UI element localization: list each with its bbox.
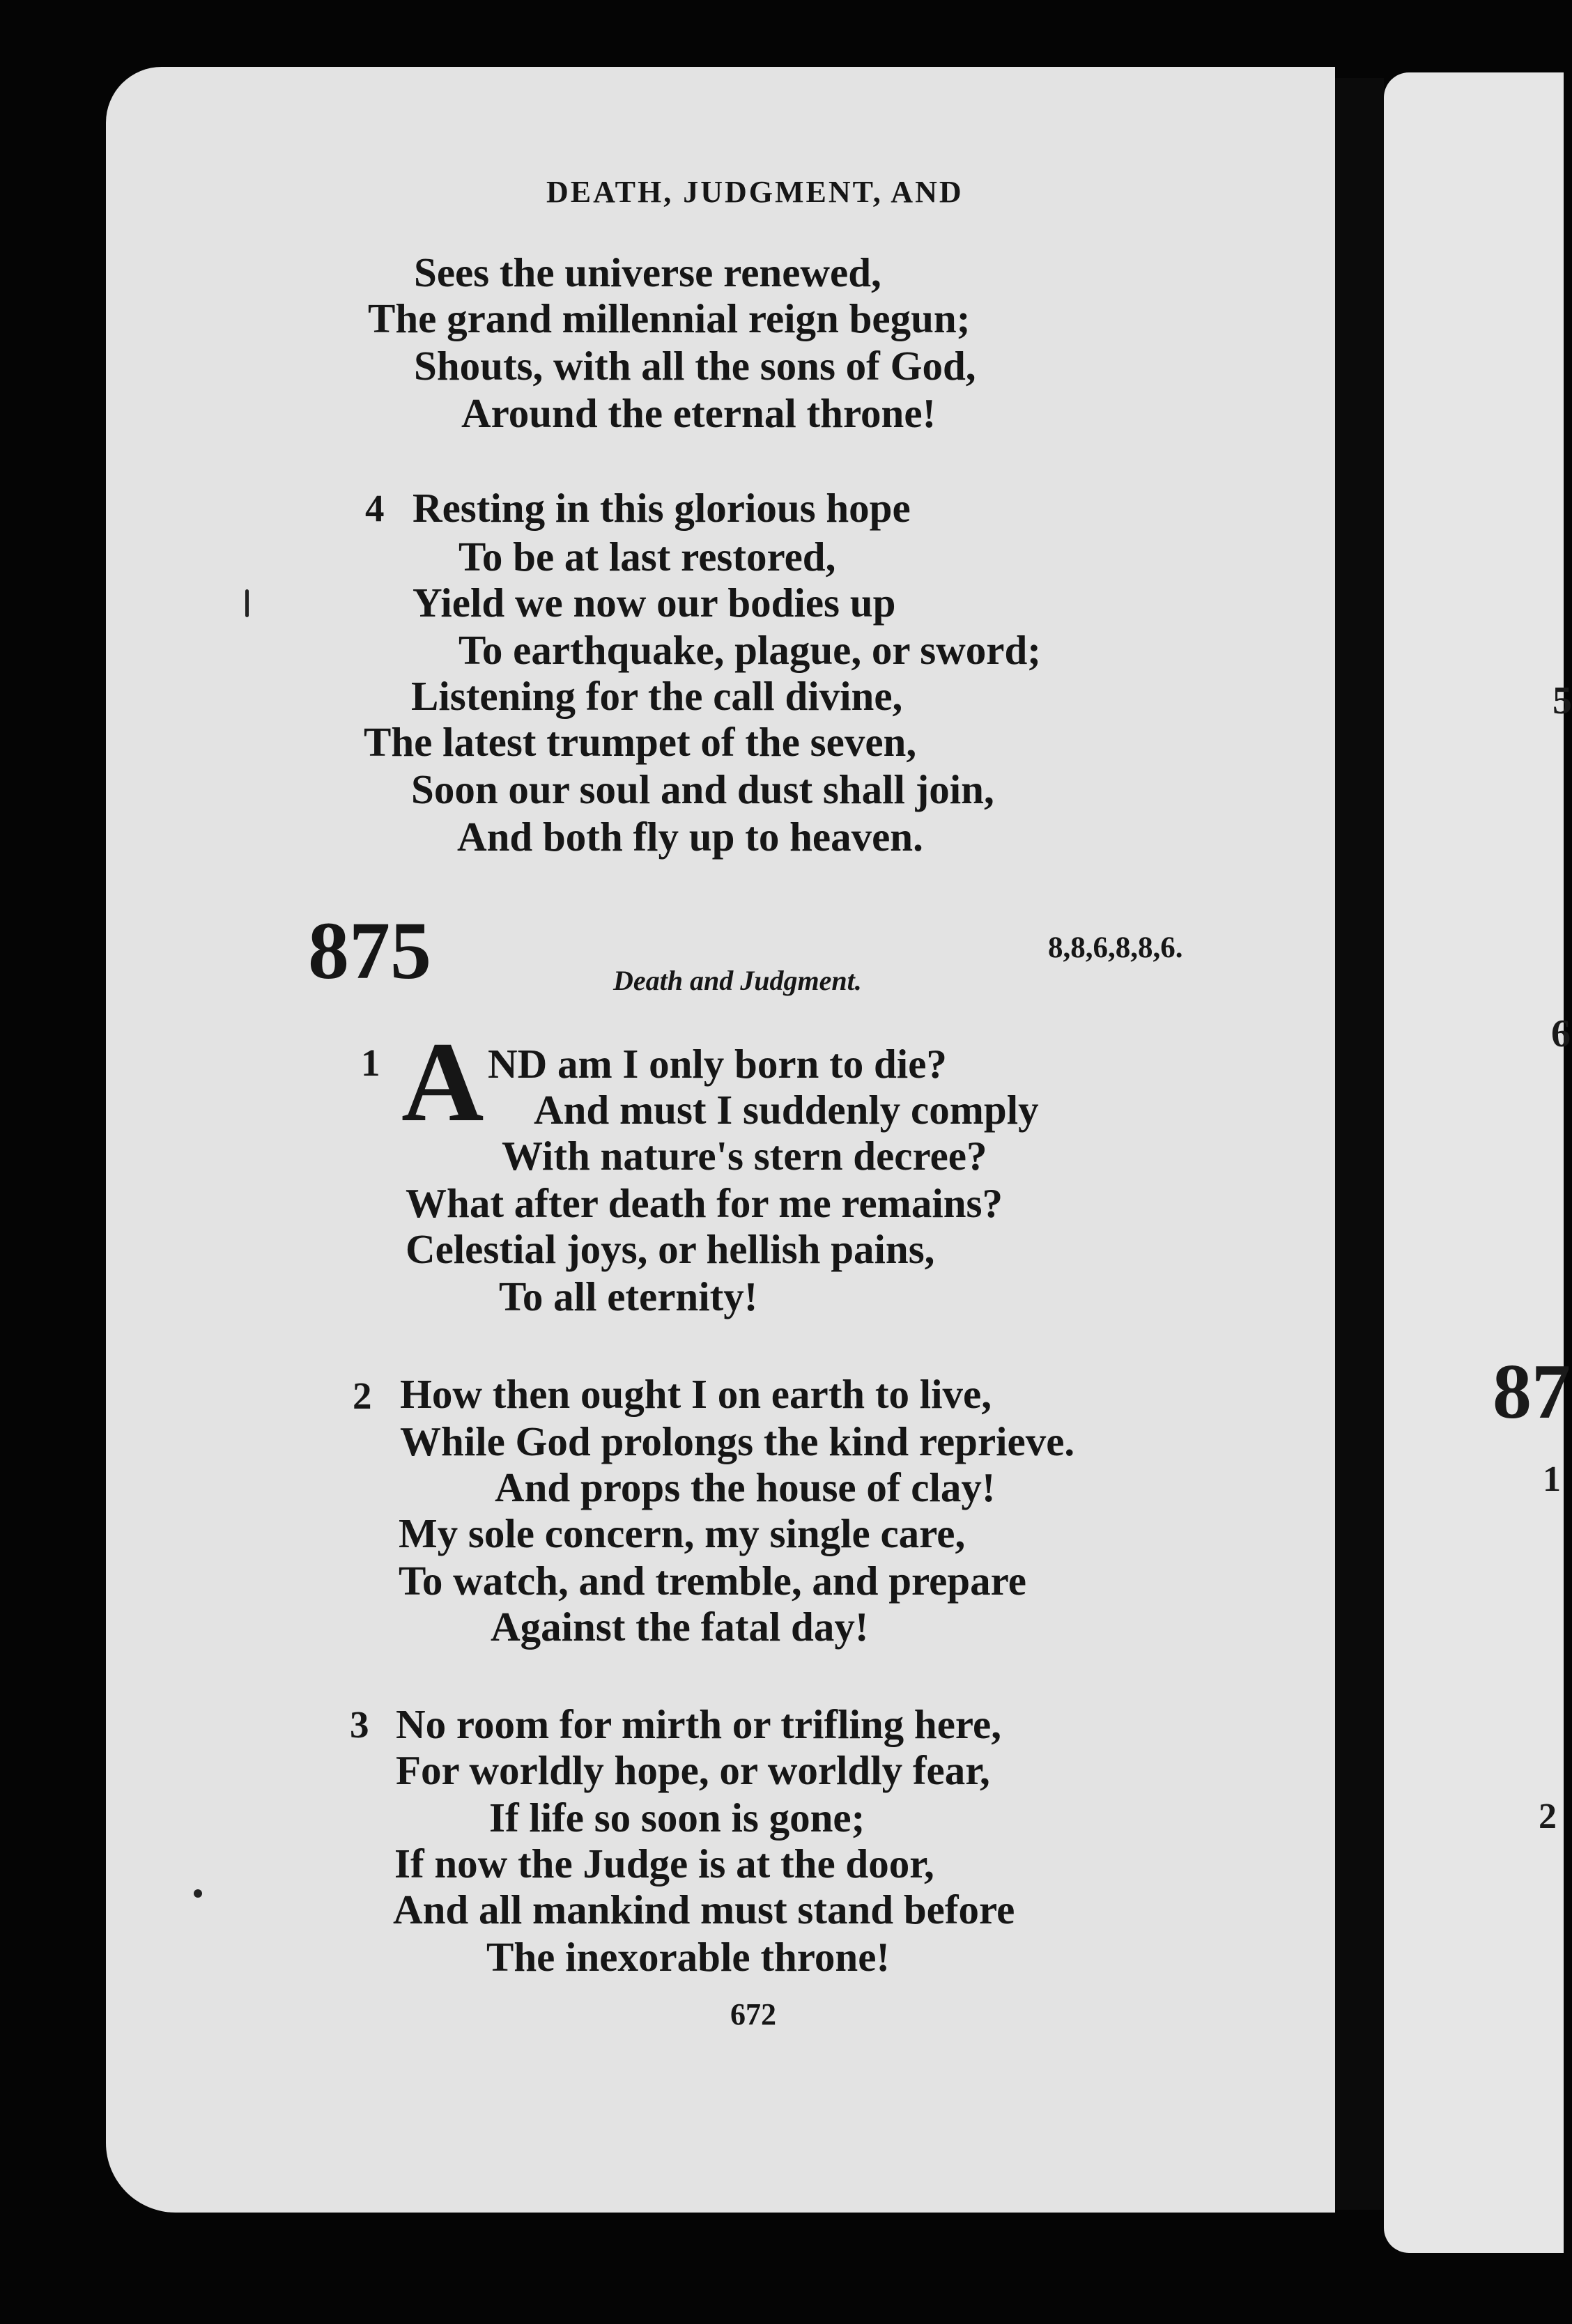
hymn-line: The latest trumpet of the seven, — [364, 719, 917, 765]
verse-number: 3 — [350, 1703, 369, 1746]
verse-number: 4 — [365, 487, 385, 529]
hymn-line: For worldly hope, or worldly fear, — [396, 1747, 990, 1793]
running-header: DEATH, JUDGMENT, AND — [546, 175, 964, 209]
hymn-line: To watch, and tremble, and prepare — [399, 1558, 1026, 1604]
page-number: 672 — [730, 1997, 776, 2031]
hymn-line: How then ought I on earth to live, — [400, 1371, 992, 1417]
hymn-line: The inexorable throne! — [486, 1934, 891, 1980]
hymn-line: Sees the universe renewed, — [414, 249, 881, 295]
hymn-line: Yield we now our bodies up — [413, 580, 896, 626]
hymn-line: What after death for me remains? — [406, 1180, 1003, 1226]
hymn-line: If now the Judge is at the door, — [394, 1841, 934, 1887]
next-page-edge — [1384, 72, 1572, 2253]
ink-speck — [194, 1889, 202, 1898]
hymn-meter: 8,8,6,8,8,6. — [1048, 931, 1183, 964]
hymn-line: Celestial joys, or hellish pains, — [406, 1226, 935, 1272]
verse-number: 1 — [361, 1041, 380, 1084]
hymn-line: While God prolongs the kind reprieve. — [400, 1418, 1075, 1464]
hymn-subtitle: Death and Judgment. — [613, 965, 862, 996]
next-page-fragment: 5 — [1552, 679, 1572, 722]
hymn-number: 875 — [308, 905, 431, 996]
hymn-line: With nature's stern decree? — [502, 1133, 987, 1179]
next-page-fragment: 87 — [1493, 1349, 1571, 1435]
hymn-line: And props the house of clay! — [495, 1464, 996, 1510]
hymn-line: To earthquake, plague, or sword; — [458, 627, 1041, 673]
hymn-line: Listening for the call divine, — [411, 673, 903, 719]
hymn-line: Resting in this glorious hope — [413, 485, 911, 531]
hymn-line: Soon our soul and dust shall join, — [411, 766, 994, 812]
hymn-line: And all mankind must stand before — [393, 1887, 1015, 1932]
verse-number: 2 — [353, 1374, 372, 1417]
ink-speck — [245, 589, 249, 617]
hymn-line: The grand millennial reign begun; — [368, 295, 971, 341]
hymn-line: To be at last restored, — [458, 534, 836, 580]
book-gutter — [1335, 78, 1384, 2210]
hymn-line: And both fly up to heaven. — [457, 814, 923, 860]
next-page-fragment: 6 — [1551, 1012, 1571, 1055]
hymn-line: Shouts, with all the sons of God, — [414, 343, 976, 389]
drop-cap: A — [401, 1019, 484, 1145]
hymn-line: Against the fatal day! — [491, 1604, 869, 1650]
hymn-line: No room for mirth or trifling here, — [396, 1701, 1001, 1747]
next-page-fragment: 2 — [1539, 1797, 1557, 1836]
next-page-fragment: 1 — [1543, 1459, 1561, 1499]
hymn-line: My sole concern, my single care, — [399, 1510, 966, 1556]
hymn-line: If life so soon is gone; — [489, 1795, 865, 1841]
hymn-line: To all eternity! — [499, 1273, 758, 1319]
hymn-line: ND am I only born to die? — [488, 1041, 947, 1087]
hymn-line: And must I suddenly comply — [534, 1087, 1039, 1133]
hymn-line: Around the eternal throne! — [461, 390, 937, 436]
